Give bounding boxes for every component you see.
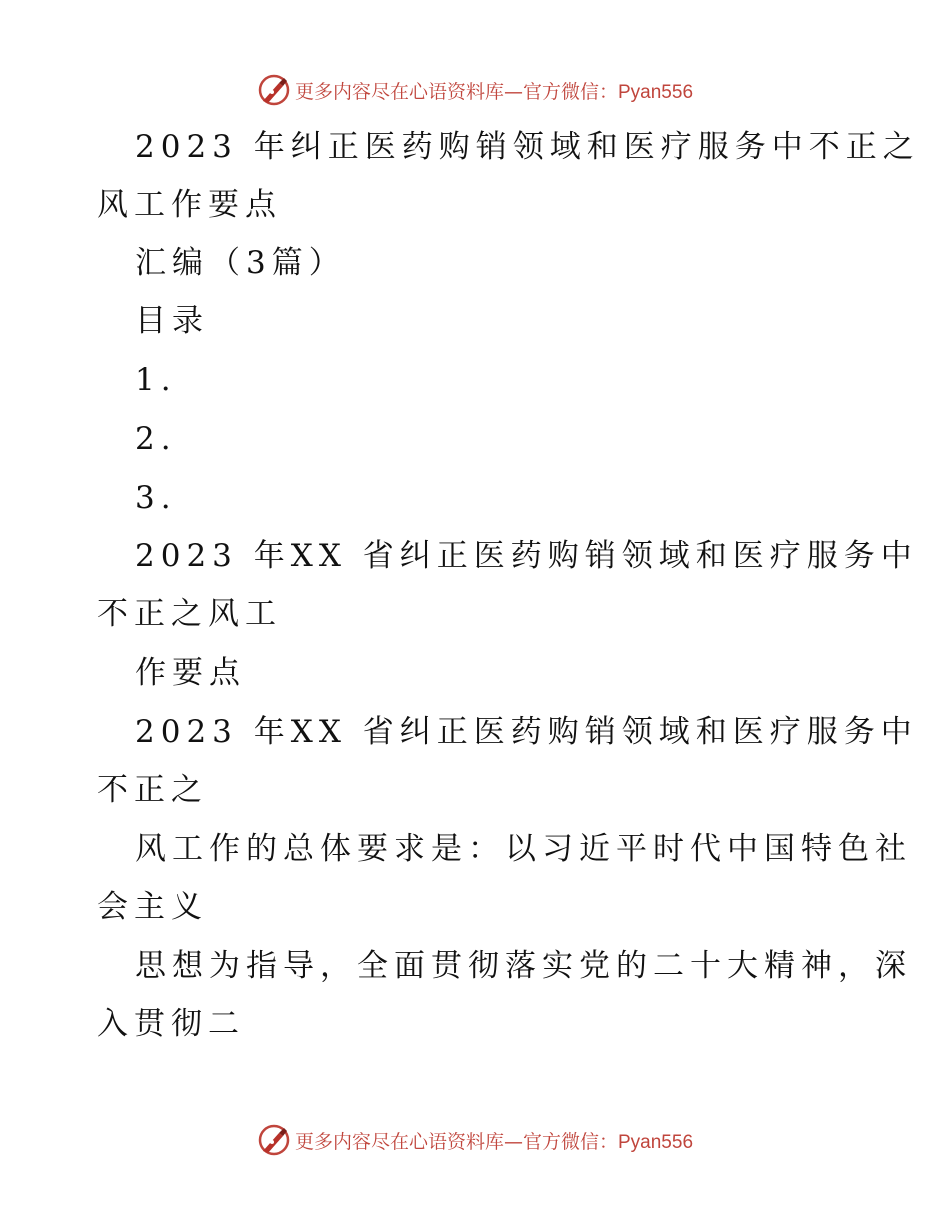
paragraph-line-1: 2023 年XX 省纠正医药购销领域和医疗服务中 [135,714,918,750]
title-line-2: 风工作要点 [97,187,282,223]
toc-item-3: 3. [135,480,177,516]
section-title-line-2: 不正之风工 [97,596,282,632]
section-title-line-3: 作要点 [135,655,246,691]
watermark-banner-top [0,70,950,110]
paragraph-line-2: 不正之 [97,772,208,808]
toc-item-1: 1. [135,362,177,398]
section-title-line-1: 2023 年XX 省纠正医药购销领域和医疗服务中 [135,538,918,574]
subtitle-line: 汇编（3篇） [135,245,346,281]
pen-logo-icon [257,1123,291,1157]
paragraph-line-5: 思想为指导，全面贯彻落实党的二十大精神，深 [135,948,912,984]
paragraph-line-3: 风工作的总体要求是：以习近平时代中国特色社 [135,831,912,867]
watermark-banner-bottom [0,1120,950,1160]
watermark-text: 更多内容尽在心语资料库—官方微信：Pyan556 [294,80,694,103]
pen-logo-icon [257,73,291,107]
paragraph-line-6: 入贯彻二 [97,1006,245,1042]
toc-item-2: 2. [135,421,177,457]
title-line-1: 2023 年纠正医药购销领域和医疗服务中不正之 [135,129,920,165]
watermark-text: 更多内容尽在心语资料库—官方微信：Pyan556 [294,1130,694,1153]
toc-heading: 目录 [135,303,209,339]
paragraph-line-4: 会主义 [97,889,208,925]
